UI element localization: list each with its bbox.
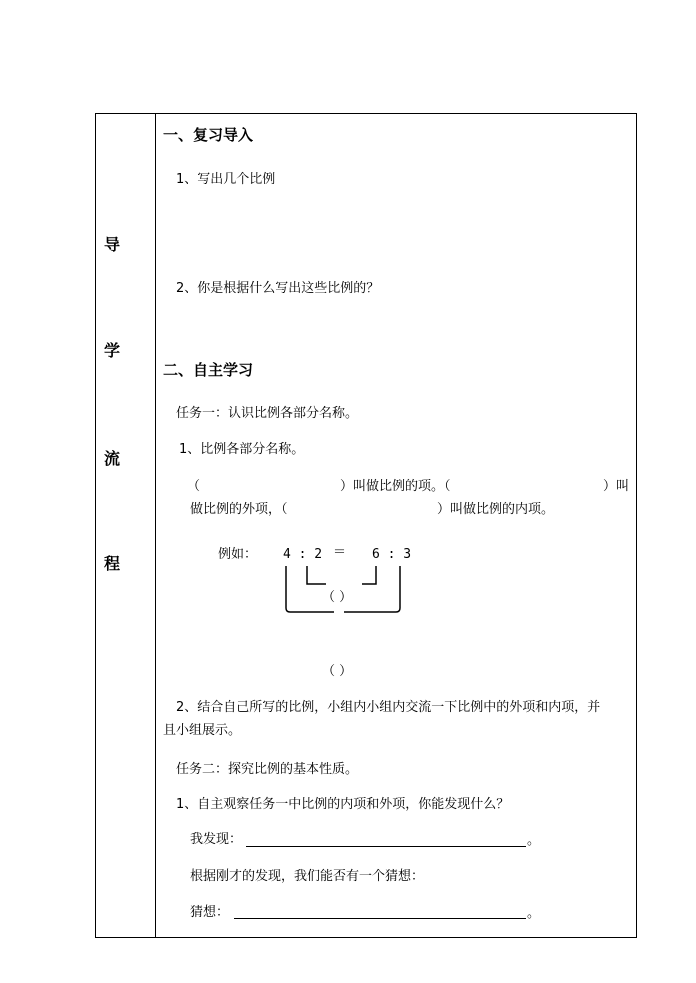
task2-title: 任务二：探究比例的基本性质。	[176, 762, 359, 777]
side-label-char: 导	[104, 235, 121, 254]
outer-term-answer-parens: （ ）	[322, 664, 353, 679]
guess-prompt: 根据刚才的发现，我们能否有一个猜想：	[190, 869, 425, 884]
guess-end: 。	[527, 906, 541, 921]
section2-heading: 二、自主学习	[163, 361, 254, 379]
blank-outer-term-text: 做比例的外项，（	[190, 502, 288, 517]
column-divider	[155, 113, 156, 938]
inner-term-answer-parens: （ ）	[322, 590, 353, 605]
discover-end: 。	[527, 833, 541, 848]
blank-open-paren: （	[187, 479, 201, 494]
example-equals: ＝	[333, 545, 347, 560]
side-label-char: 学	[104, 341, 121, 360]
section1-heading: 一、复习导入	[163, 126, 254, 144]
discover-blank-line[interactable]	[246, 846, 526, 847]
example-left-ratio: 4 : 2	[283, 547, 323, 562]
task1-item1: 1、比例各部分名称。	[179, 442, 305, 457]
task1-item2-line2: 且小组展示。	[163, 723, 242, 738]
example-right-ratio: 6 : 3	[372, 547, 412, 562]
question-1: 1、写出几个比例	[176, 172, 276, 187]
blank-inner-term-text: ）叫做比例的内项。	[437, 502, 555, 517]
guess-label: 猜想：	[190, 905, 230, 920]
blank-call-text: ）叫	[603, 479, 630, 494]
blank-term-text: ）叫做比例的项。（	[340, 479, 451, 494]
task1-item2-line1: 2、结合自己所写的比例，小组内小组内交流一下比例中的外项和内项，并	[176, 700, 601, 715]
question-2: 2、你是根据什么写出这些比例的？	[176, 281, 380, 296]
guess-blank-line[interactable]	[234, 918, 526, 919]
example-label: 例如：	[218, 547, 258, 562]
side-label-char: 流	[104, 449, 121, 468]
side-label-char: 程	[104, 554, 121, 573]
lesson-table	[95, 113, 637, 938]
task1-title: 任务一：认识比例各部分名称。	[176, 406, 359, 421]
task2-item1: 1、自主观察任务一中比例的内项和外项，你能发现什么？	[176, 797, 510, 812]
discover-label: 我发现：	[190, 832, 243, 847]
